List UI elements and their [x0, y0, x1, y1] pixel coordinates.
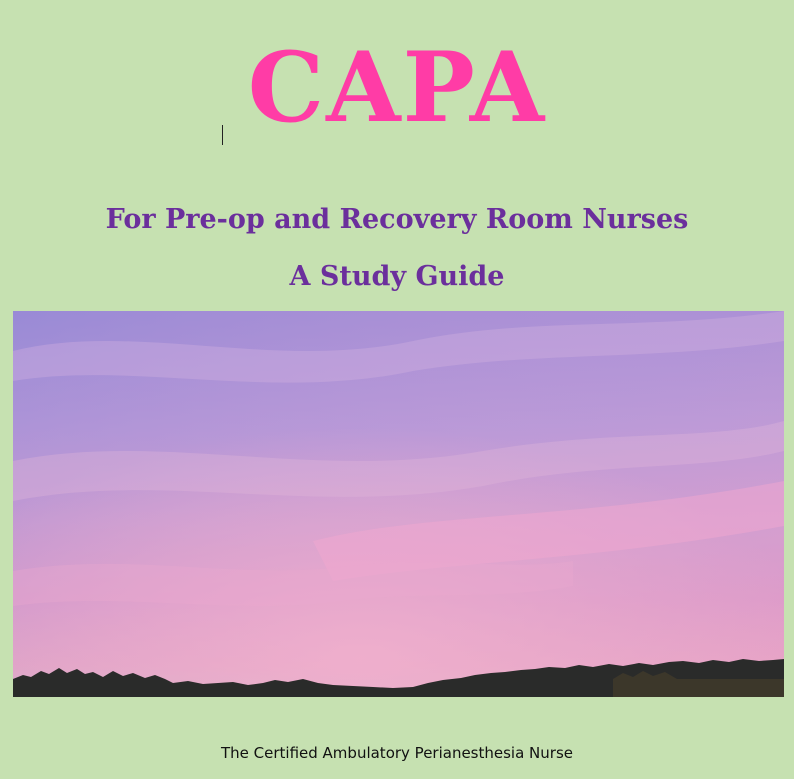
sky-illustration [13, 311, 784, 697]
sunset-sky-photo [13, 311, 784, 697]
cover-footer-text: The Certified Ambulatory Perianesthesia Nurse [221, 744, 573, 762]
cover-title: CAPA [247, 31, 547, 144]
cover-subtitle: For Pre-op and Recovery Room Nurses [105, 204, 689, 235]
cover-study-guide-label: A Study Guide [289, 261, 505, 292]
